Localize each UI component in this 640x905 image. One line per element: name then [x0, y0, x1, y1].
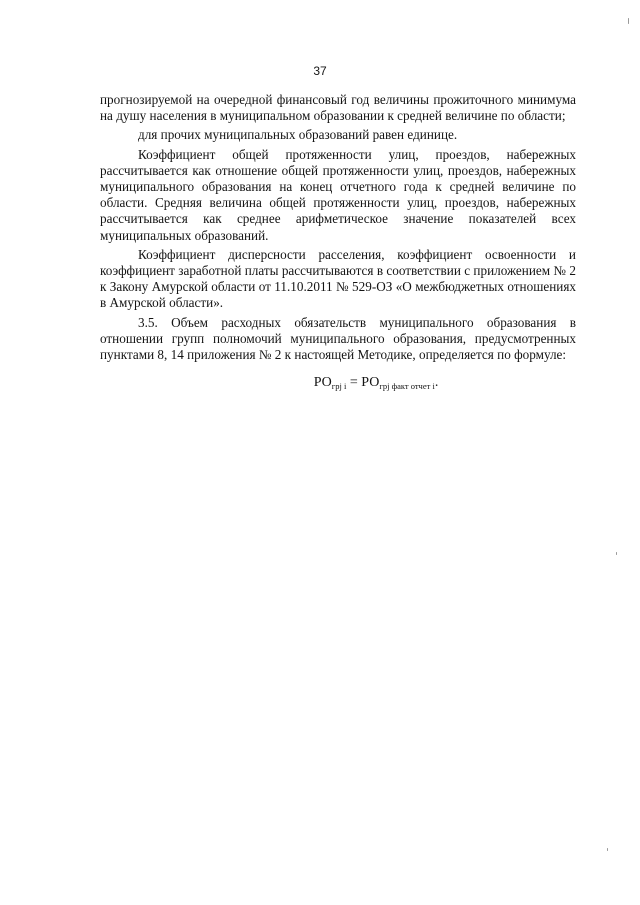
formula-equals: =: [346, 375, 362, 391]
paragraph-street-length-coefficient: Коэффициент общей протяженности улиц, проездов, набережных рассчитывается как отношение общей протяженности улиц, проездов, набережных муниципального образования на конец отчетного года к средней величине по области. Средняя величина общей протяженности улиц, проездов, набережных рассчитывается как среднее арифметическое значение показателей всех муниципальных образований.: [100, 146, 576, 243]
scan-speck: [607, 848, 608, 851]
scan-speck: [616, 552, 617, 555]
formula-rhs-subscript: грj факт отчет i: [379, 381, 435, 392]
paragraph-dispersion-coefficient: Коэффициент дисперсности расселения, коэффициент освоенности и коэффициент заработной платы рассчитываются в соответствии с приложением № 2 к Закону Амурской области от 11.10.2011 № 529-ОЗ «О межбюджетных отношениях в Амурской области».: [100, 246, 576, 311]
scan-speck: [628, 18, 629, 24]
formula-rhs: РО: [361, 375, 380, 391]
paragraph-section-3-5: 3.5. Объем расходных обязательств муниципального образования в отношении групп полномочий муниципального образования, предусмотренных пунктами 8, 14 приложения № 2 к настоящей Методике, определяется по формуле:: [100, 314, 576, 363]
paragraph-other-municipalities: для прочих муниципальных образований равен единице.: [138, 127, 458, 143]
page-number: 37: [313, 64, 327, 78]
paragraph-subsistence-minimum: прогнозируемой на очередной финансовый год величины прожиточного минимума на душу населения в муниципальном образовании к средней величине по области;: [100, 92, 576, 124]
formula-lhs-subscript: грj i: [331, 381, 347, 392]
body-text: [100, 92, 576, 394]
formula: [100, 375, 576, 394]
formula-end: .: [434, 375, 439, 391]
formula-lhs: РО: [313, 375, 332, 391]
